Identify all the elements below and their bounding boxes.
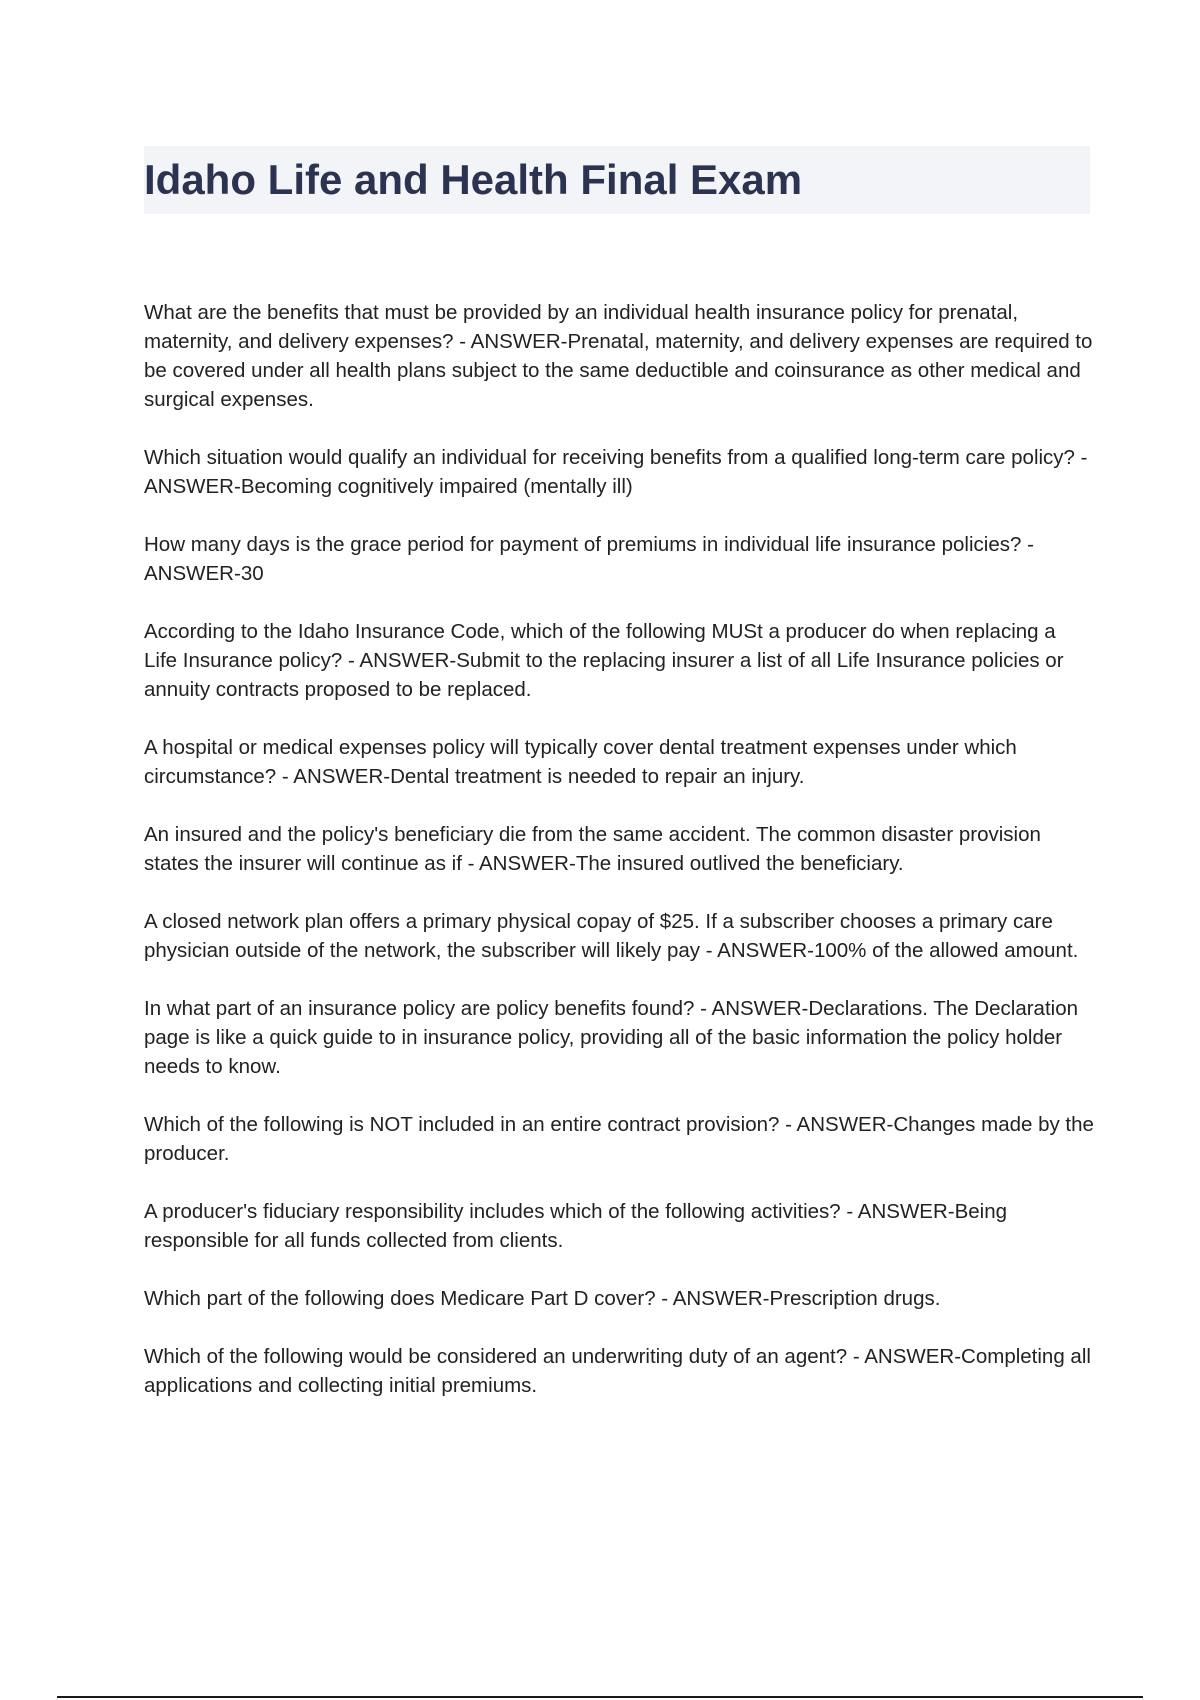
separator: - [847,1345,865,1368]
question-text: Which of the following is NOT included in an entire contract provision? [144,1113,780,1136]
answer-text: Being responsible for all funds collected from clients. [144,1200,1008,1252]
answer-prefix: ANSWER- [293,765,391,788]
separator: - [694,997,712,1020]
answer-prefix: ANSWER- [144,475,241,498]
separator: - [655,1287,673,1310]
answer-prefix: ANSWER- [864,1345,962,1368]
answer-text: Submit to the replacing insurer a list of all Life Insurance policies or annuity contracts proposed to be replaced. [144,649,1064,701]
question-text: Which part of the following does Medicare Part D cover? [144,1287,656,1310]
qa-item [144,617,1094,704]
separator: - [453,330,471,353]
answer-prefix: ANSWER- [479,852,576,875]
separator: - [461,852,479,875]
qa-item [144,1342,1094,1400]
qa-item [144,298,1094,414]
answer-text: 30 [240,562,264,585]
qa-item [144,443,1094,501]
answer-prefix: ANSWER- [359,649,457,672]
answer-text: 100% of the allowed amount. [813,939,1079,962]
answer-prefix: ANSWER- [796,1113,894,1136]
question-text: How many days is the grace period for payment of premiums in individual life insurance policies? [144,533,1022,556]
answer-text: Prenatal, maternity, and delivery expenses are required to be covered under all health plans subject to the same deductible and coinsurance as other medical and surgical expenses. [144,330,1093,411]
answer-text: The insured outlived the beneficiary. [575,852,904,875]
qa-item [144,907,1094,965]
qa-item [144,820,1094,878]
qa-item [144,530,1094,588]
qa-item [144,1110,1094,1168]
question-text: A closed network plan offers a primary physical copay of $25. If a subscriber chooses a primary care physician outside of the network, the subscriber will likely pay [144,910,1053,962]
title-banner [144,146,1090,214]
qa-item [144,1284,1094,1313]
answer-text: Prescription drugs. [769,1287,941,1310]
answer-prefix: ANSWER- [144,562,241,585]
answer-text: Changes made by the producer. [144,1113,1094,1165]
answer-text: Completing all applications and collecting initial premiums. [144,1345,1091,1397]
answer-prefix: ANSWER- [470,330,568,353]
answer-prefix: ANSWER- [717,939,814,962]
answer-text: Becoming cognitively impaired (mentally ill) [240,475,633,498]
separator: - [342,649,360,672]
question-text: What are the benefits that must be provided by an individual health insurance policy for prenatal, maternity, and delivery expenses? [144,301,1019,353]
qa-item [144,733,1094,791]
separator: - [1074,446,1088,469]
answer-text: Dental treatment is needed to repair an injury. [390,765,805,788]
footer-divider [57,1696,1143,1698]
question-text: According to the Idaho Insurance Code, which of the following MUSt a producer do when replacing a Life Insurance policy? [144,620,1056,672]
question-text: Which situation would qualify an individual for receiving benefits from a qualified long-term care policy? [144,446,1075,469]
qa-item [144,994,1094,1081]
separator: - [1021,533,1034,556]
page-title: Idaho Life and Health Final Exam [144,156,803,203]
answer-prefix: ANSWER- [711,997,809,1020]
question-text: A producer's fiduciary responsibility includes which of the following activities? [144,1200,841,1223]
question-text: An insured and the policy's beneficiary die from the same accident. The common disaster provision states the insurer will continue as if [144,823,1041,875]
question-text: A hospital or medical expenses policy will typically cover dental treatment expenses under which circumstance? [144,736,1017,788]
qa-list [144,298,1094,1429]
qa-item [144,1197,1094,1255]
answer-prefix: ANSWER- [672,1287,770,1310]
answer-text: Declarations. The Declaration page is like a quick guide to in insurance policy, providing all of the basic information the policy holder needs to know. [144,997,1079,1078]
separator: - [276,765,294,788]
question-text: In what part of an insurance policy are policy benefits found? [144,997,695,1020]
separator: - [779,1113,797,1136]
question-text: Which of the following would be considered an underwriting duty of an agent? [144,1345,848,1368]
answer-prefix: ANSWER- [857,1200,955,1223]
separator: - [840,1200,858,1223]
separator: - [700,939,718,962]
